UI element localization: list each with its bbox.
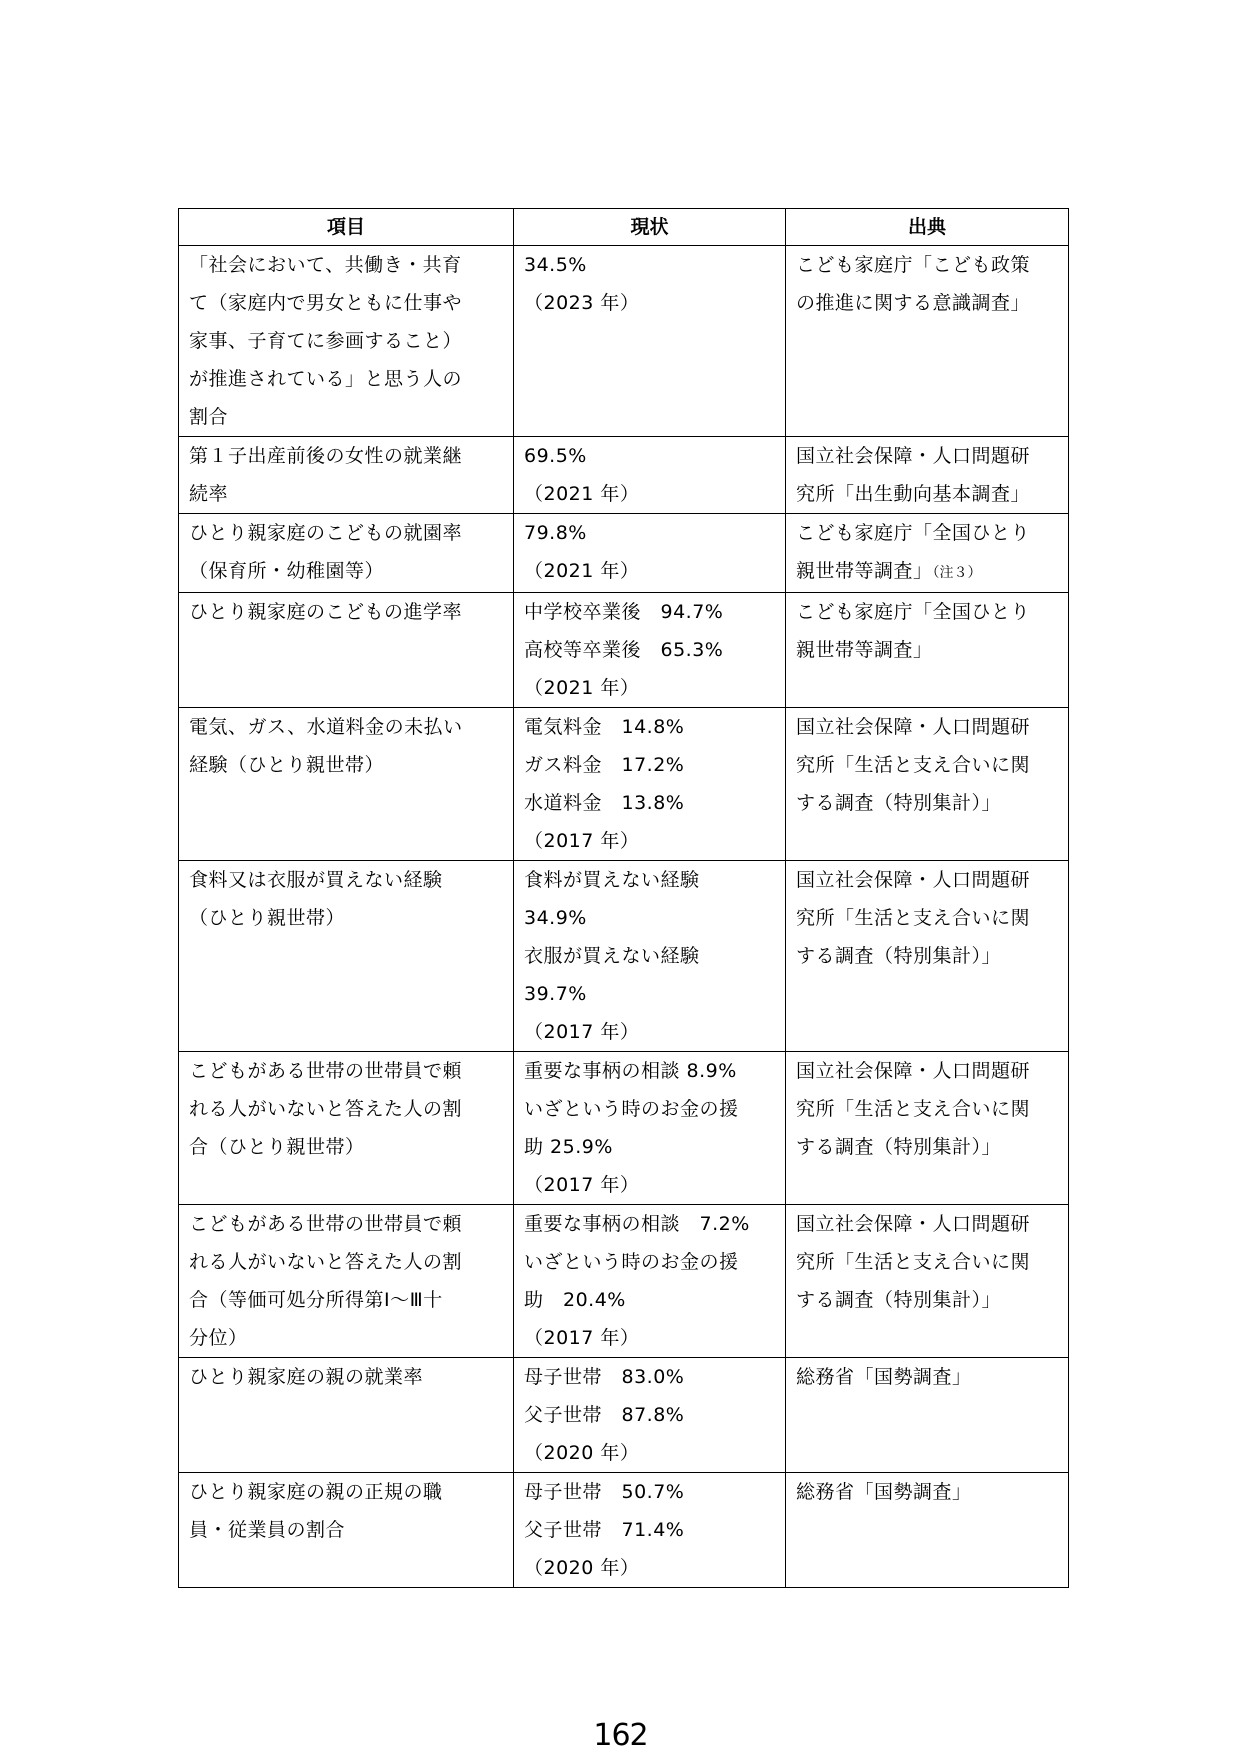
status-cell-line: 母子世帯 50.7% <box>524 1481 685 1503</box>
source-text: 親世帯等調査」 <box>796 560 933 582</box>
item-cell <box>179 1052 514 1205</box>
status-cell-line: ガス料金 17.2% <box>524 754 685 776</box>
item-cell-line: 分位） <box>189 1327 248 1349</box>
item-cell-line: 家事、子育てに参画すること） <box>189 330 463 352</box>
status-cell-line: 39.7% <box>524 983 587 1005</box>
header-status: 現状 <box>514 209 786 246</box>
item-cell-line: 経験（ひとり親世帯） <box>189 754 385 776</box>
status-cell-line: （2021 年） <box>524 483 640 505</box>
item-cell <box>179 1358 514 1473</box>
source-cell-line: 国立社会保障・人口問題研 <box>796 445 1031 467</box>
table-row <box>179 1205 1069 1358</box>
source-cell-line: する調査（特別集計）」 <box>796 945 1002 967</box>
status-cell-line: 父子世帯 71.4% <box>524 1519 685 1541</box>
status-cell-line: 電気料金 14.8% <box>524 716 685 738</box>
item-cell-line: こどもがある世帯の世帯員で頼 <box>189 1213 463 1235</box>
source-cell-line: する調査（特別集計）」 <box>796 1289 1002 1311</box>
table-row <box>179 861 1069 1052</box>
source-cell-line: 国立社会保障・人口問題研 <box>796 1213 1031 1235</box>
source-cell <box>786 1205 1069 1358</box>
item-cell <box>179 708 514 861</box>
item-cell-line: が推進されている」と思う人の <box>189 368 463 390</box>
source-cell-line: 親世帯等調査」 <box>796 639 933 661</box>
item-cell-line: 合（ひとり親世帯） <box>189 1136 365 1158</box>
status-cell-line: （2017 年） <box>524 1327 640 1349</box>
status-cell <box>514 1205 786 1358</box>
status-cell-line: （2020 年） <box>524 1442 640 1464</box>
table-row <box>179 708 1069 861</box>
indicator-table <box>178 208 1069 1588</box>
table-row <box>179 1473 1069 1588</box>
status-cell-line: 中学校卒業後 94.7% <box>524 601 724 623</box>
status-cell-line: 水道料金 13.8% <box>524 792 685 814</box>
status-cell-line: 重要な事柄の相談 7.2% <box>524 1213 750 1235</box>
status-cell-line: 母子世帯 83.0% <box>524 1366 685 1388</box>
item-cell <box>179 593 514 708</box>
item-cell-line: 続率 <box>189 483 229 505</box>
source-cell <box>786 514 1069 593</box>
item-cell <box>179 246 514 437</box>
status-cell-line: 79.8% <box>524 522 587 544</box>
status-cell <box>514 1473 786 1588</box>
source-cell-line: 国立社会保障・人口問題研 <box>796 1060 1031 1082</box>
item-cell-line: ひとり親家庭のこどもの就園率 <box>189 522 463 544</box>
source-cell-line: こども家庭庁「こども政策 <box>796 254 1031 276</box>
source-cell <box>786 708 1069 861</box>
source-cell-line: の推進に関する意識調査」 <box>796 292 1031 314</box>
table-row <box>179 593 1069 708</box>
status-cell-line: 34.9% <box>524 907 587 929</box>
status-cell <box>514 1052 786 1205</box>
item-cell-line: （ひとり親世帯） <box>189 907 346 929</box>
item-cell-line: 電気、ガス、水道料金の未払い <box>189 716 463 738</box>
source-cell <box>786 861 1069 1052</box>
source-cell-line: する調査（特別集計）」 <box>796 1136 1002 1158</box>
source-cell-line <box>796 552 1058 592</box>
status-cell-line: （2020 年） <box>524 1557 640 1579</box>
source-cell-line: 究所「生活と支え合いに関 <box>796 1098 1031 1120</box>
item-cell-line: 割合 <box>189 406 229 428</box>
status-cell-line: いざという時のお金の援 <box>524 1251 739 1273</box>
source-note: （注３） <box>932 565 982 581</box>
source-cell <box>786 437 1069 514</box>
table-row <box>179 1358 1069 1473</box>
source-cell <box>786 1358 1069 1473</box>
source-cell <box>786 1052 1069 1205</box>
item-cell <box>179 514 514 593</box>
status-cell-line: 食料が買えない経験 <box>524 869 700 891</box>
item-cell-line: ひとり親家庭の親の正規の職 <box>189 1481 443 1503</box>
source-cell-line: 究所「生活と支え合いに関 <box>796 754 1031 776</box>
status-cell-line: いざという時のお金の援 <box>524 1098 739 1120</box>
status-cell <box>514 861 786 1052</box>
item-cell-line: て（家庭内で男女ともに仕事や <box>189 292 463 314</box>
table-header-row <box>179 209 1069 246</box>
header-source: 出典 <box>786 209 1069 246</box>
status-cell <box>514 708 786 861</box>
item-cell <box>179 1473 514 1588</box>
source-cell-line: 総務省「国勢調査」 <box>796 1481 972 1503</box>
source-cell <box>786 246 1069 437</box>
item-cell <box>179 1205 514 1358</box>
item-cell-line: 員・従業員の割合 <box>189 1519 346 1541</box>
item-cell-line: 第１子出産前後の女性の就業継 <box>189 445 463 467</box>
status-cell-line: （2017 年） <box>524 1174 640 1196</box>
table-row <box>179 514 1069 593</box>
item-cell-line: ひとり親家庭の親の就業率 <box>189 1366 424 1388</box>
status-cell-line: （2017 年） <box>524 830 640 852</box>
source-cell-line: 総務省「国勢調査」 <box>796 1366 972 1388</box>
status-cell-line: 34.5% <box>524 254 587 276</box>
source-cell <box>786 593 1069 708</box>
source-cell-line: 国立社会保障・人口問題研 <box>796 869 1031 891</box>
status-cell-line: 高校等卒業後 65.3% <box>524 639 724 661</box>
source-cell-line: 究所「生活と支え合いに関 <box>796 907 1031 929</box>
table-row <box>179 437 1069 514</box>
item-cell-line: （保育所・幼稚園等） <box>189 560 385 582</box>
table-body <box>179 246 1069 1588</box>
table-row <box>179 1052 1069 1205</box>
status-cell-line: 重要な事柄の相談 8.9% <box>524 1060 737 1082</box>
status-cell <box>514 1358 786 1473</box>
status-cell-line: （2017 年） <box>524 1021 640 1043</box>
item-cell-line: 合（等価可処分所得第Ⅰ～Ⅲ十 <box>189 1289 443 1311</box>
item-cell-line: れる人がいないと答えた人の割 <box>189 1251 463 1273</box>
source-cell-line: こども家庭庁「全国ひとり <box>796 601 1031 623</box>
status-cell-line: 助 20.4% <box>524 1289 626 1311</box>
source-cell-line: 国立社会保障・人口問題研 <box>796 716 1031 738</box>
page-number: 162 <box>593 1718 648 1753</box>
status-cell-line: （2021 年） <box>524 560 640 582</box>
status-cell-line: 衣服が買えない経験 <box>524 945 700 967</box>
status-cell-line: 父子世帯 87.8% <box>524 1404 685 1426</box>
table-row <box>179 246 1069 437</box>
status-cell <box>514 246 786 437</box>
source-cell-line: こども家庭庁「全国ひとり <box>796 522 1031 544</box>
item-cell-line: 食料又は衣服が買えない経験 <box>189 869 443 891</box>
item-cell <box>179 437 514 514</box>
item-cell-line: ひとり親家庭のこどもの進学率 <box>189 601 463 623</box>
item-cell-line: 「社会において、共働き・共育 <box>189 254 462 276</box>
status-cell <box>514 514 786 593</box>
source-cell-line: 究所「出生動向基本調査」 <box>796 483 1031 505</box>
header-item: 項目 <box>179 209 514 246</box>
status-cell <box>514 593 786 708</box>
status-cell-line: 69.5% <box>524 445 587 467</box>
source-cell-line: する調査（特別集計）」 <box>796 792 1002 814</box>
status-cell <box>514 437 786 514</box>
status-cell-line: （2023 年） <box>524 292 640 314</box>
item-cell-line: れる人がいないと答えた人の割 <box>189 1098 463 1120</box>
status-cell-line: （2021 年） <box>524 677 640 699</box>
item-cell <box>179 861 514 1052</box>
source-cell <box>786 1473 1069 1588</box>
item-cell-line: こどもがある世帯の世帯員で頼 <box>189 1060 463 1082</box>
status-cell-line: 助 25.9% <box>524 1136 613 1158</box>
source-cell-line: 究所「生活と支え合いに関 <box>796 1251 1031 1273</box>
